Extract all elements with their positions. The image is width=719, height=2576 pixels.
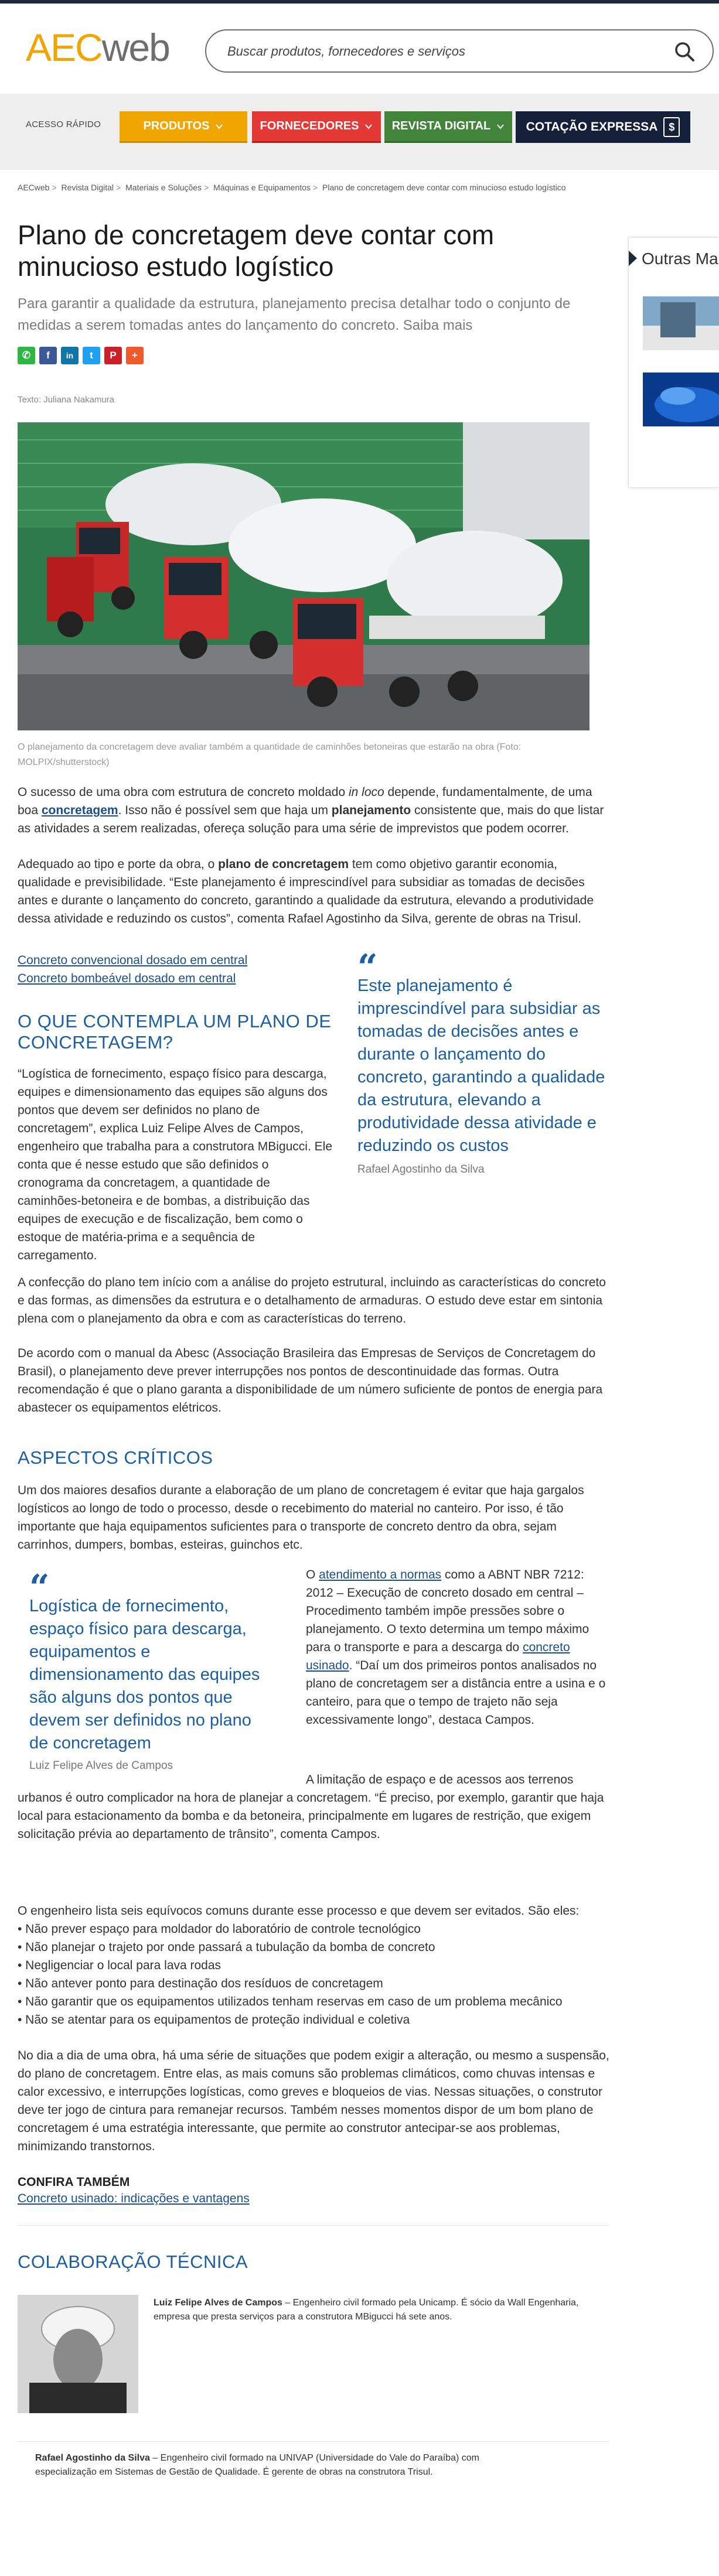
mistakes-list: [18, 1920, 609, 2029]
avatar: [18, 2295, 138, 2413]
confira-link[interactable]: Concreto usinado: indicações e vantagens: [18, 2192, 250, 2205]
pull-quote: [29, 1567, 264, 1772]
atendimento-normas-link[interactable]: atendimento a normas: [319, 1568, 442, 1581]
quote-icon: “: [29, 1567, 50, 1608]
text: . “Daí um dos primeiros pontos analisados no plano de concretagem ser a distância entre a usina e o canteiro, para que o tempo de trajeto não seja excessivamente longo”, destaca Campos.: [306, 1659, 606, 1727]
text-bold: plano de concretagem: [218, 857, 349, 871]
nav-fornecedores-button[interactable]: [252, 111, 381, 143]
text: O sucesso de uma obra com estrutura de concreto moldado: [18, 785, 349, 799]
list-item: • Não antever ponto para destinação dos resíduos de concretagem: [18, 1977, 383, 1990]
paragraph-confeccao: A confecção do plano tem início com a análise do projeto estrutural, incluindo as características do concreto e das formas, as dimensões da estrutura e o detalhamento de armaduras. O estudo deve estar em sintonia plena com o planejamento da obra e com as características do terreno.: [18, 1276, 606, 1325]
heading-plano: O QUE CONTEMPLA UM PLANO DE CONCRETAGEM?: [18, 1011, 332, 1053]
concretagem-link[interactable]: concretagem: [41, 804, 118, 817]
text-bold: planejamento: [331, 804, 411, 817]
collaborator-bio: [154, 2296, 605, 2324]
article-title: Plano de concretagem deve contar com minucioso estudo logístico: [18, 220, 495, 282]
related-link[interactable]: Concreto convencional dosado em central: [18, 954, 248, 967]
nav-revista-button[interactable]: [384, 111, 512, 143]
search-box: [205, 29, 714, 73]
heading-aspectos: ASPECTOS CRÍTICOS: [18, 1447, 213, 1468]
text: O: [306, 1568, 319, 1581]
chevron-down-icon: [364, 122, 373, 131]
share-buttons: [18, 347, 609, 364]
concreto-usinado-link[interactable]: concreto usinado: [306, 1641, 570, 1672]
nav-produtos-label: PRODUTOS: [143, 119, 210, 132]
list-item: • Não garantir que os equipamentos utilizados tenham reservas em caso de um problema mecânico: [18, 1995, 563, 2008]
quick-access-bar: [0, 94, 719, 170]
text: tem como objetivo garantir economia, qualidade e previsibilidade. “Este planejamento é imprescindível para subsidiar as tomadas de decisões antes e durante o lançamento do concreto, garantindo a qualidade da estrutura, elevando a produtividade dessa atividade e reduzindo os custos”, comenta Rafael Agostinho da Silva, gerente de obras na Trisul.: [18, 857, 594, 925]
collaborator-2: [35, 2451, 481, 2479]
article-author: Texto: Juliana Nakamura: [18, 395, 115, 405]
paragraph-intro: [18, 783, 609, 838]
breadcrumb-item[interactable]: Revista Digital: [61, 183, 114, 192]
linkedin-share-icon[interactable]: in: [61, 347, 79, 364]
heading-colaboracao: COLABORAÇÃO TÉCNICA: [18, 2252, 248, 2272]
quote-text: Logística de fornecimento, espaço físico para descarga, equipamentos e dimensionamento das equipes são alguns dos pontos que devem ser definidos no plano de concretagem: [29, 1597, 260, 1752]
breadcrumb-item[interactable]: Materiais e Soluções: [125, 183, 202, 192]
article: [18, 217, 609, 2479]
list-item: • Não planejar o trajeto por onde passará a tubulação da bomba de concreto: [18, 1940, 435, 1954]
breadcrumb-separator: >: [204, 183, 209, 192]
sidebar-thumbnail[interactable]: [643, 373, 719, 426]
text: consistente que, mais do que listar as atividades a serem realizadas, ofereça solução para uma série de imprevistos que podem ocorrer.: [18, 804, 604, 835]
article-lead: Para garantir a qualidade da estrutura, planejamento precisa detalhar todo o conjunto de medidas a serem tomadas antes do lançamento do concreto. Saiba mais: [18, 296, 571, 333]
paragraph-dia-a-dia: No dia a dia de uma obra, há uma série de situações que podem exigir a alteração, ou mesmo a suspensão, do plano de concretagem. Entre elas, as mais comuns são problemas climáticos, como chuvas intensas e calor excessivo, e interrupções logísticas, como greves e bloqueios de vias. Nessas situações, o construtor deve ter jogo de cintura para remanejar recursos. Também nesses momentos dispor de um bom plano de concretagem é uma estratégia interessante, que permite ao construtor antecipar-se aos problemas, minimizando transtornos.: [18, 2049, 609, 2153]
price-tag-icon: $: [663, 117, 680, 137]
site-logo[interactable]: [26, 27, 169, 68]
nav-cotacao-label: COTAÇÃO EXPRESSA: [526, 120, 658, 134]
sidebar-outras-materias: [628, 237, 719, 488]
logo-aec: AEC: [26, 26, 102, 69]
divider: [18, 2441, 609, 2442]
search-input[interactable]: [227, 41, 638, 62]
list-item: • Não se atentar para os equipamentos de proteção individual e coletiva: [18, 2013, 410, 2027]
pull-quote: [357, 947, 609, 1176]
text: . Isso não é possível sem que haja um: [118, 804, 332, 817]
quote-text: Este planejamento é imprescindível para subsidiar as tomadas de decisões antes e durante o lançamento do concreto, garantindo a qualidade da estrutura, elevando a produtividade dessa atividade e reduzindo os custos: [357, 976, 605, 1155]
breadcrumb-separator: >: [312, 183, 318, 192]
paragraph-adequado: [18, 855, 609, 928]
divider: [18, 2225, 609, 2226]
quote-author: Rafael Agostinho da Silva: [357, 1163, 485, 1176]
nav-fornecedores-label: FORNECEDORES: [260, 119, 359, 132]
chevron-down-icon: [215, 122, 223, 131]
paragraph-logistica: “Logística de fornecimento, espaço físico para descarga, equipes e dimensionamento das equipes são alguns dos pontos que devem ser definidos no plano de concretagem”, explica Luiz Felipe Alves de Campos, engenheiro que trabalha para a construtora MBigucci. Ele conta que é nesse estudo que são definidos o cronograma da concretagem, a quantidade de caminhões-betoneira e de bombas, a distribuição das equipes de execução e de fiscalização, bem como o estoque de matéria-prima e a sequência de carregamento.: [18, 1067, 332, 1262]
breadcrumb-item[interactable]: AECweb: [18, 183, 50, 192]
breadcrumb-separator: >: [52, 183, 57, 192]
collaborator-name: Rafael Agostinho da Silva: [35, 2453, 150, 2463]
quote-author: Luiz Felipe Alves de Campos: [29, 1760, 173, 1772]
chevron-down-icon: [496, 122, 505, 131]
collaborator-desc: – Engenheiro civil formado pela Unicamp. É sócio da Wall Engenharia, empresa que presta serviços para a construtora MBigucci há sete anos.: [154, 2298, 579, 2322]
image-caption: O planejamento da concretagem deve avaliar também a quantidade de caminhões betoneiras que estarão na obra (Foto: MOLPIX/shutterstock): [18, 742, 522, 767]
text: depende, fundamentalmente, de uma boa: [18, 785, 592, 817]
more-share-icon[interactable]: +: [126, 347, 144, 364]
text: como a ABNT NBR 7212: 2012 – Execução de concreto dosado em central – Procedimento também impõe pressões sobre o planejamento. O texto determina um tempo máximo para o transporte e para a descarga do: [306, 1568, 589, 1654]
collaborator-photo: [18, 2295, 138, 2413]
quote-icon: “: [357, 947, 378, 988]
hero-image: [18, 422, 589, 730]
breadcrumb-current: Plano de concretagem deve contar com minucioso estudo logístico: [322, 183, 566, 192]
thumbnail-image: [643, 296, 719, 350]
collaborator-1: [18, 2295, 609, 2430]
twitter-share-icon[interactable]: t: [83, 347, 100, 364]
logo-web: web: [101, 26, 169, 69]
text-italic: in loco: [348, 785, 384, 799]
collaborator-name: Luiz Felipe Alves de Campos: [154, 2298, 282, 2308]
paragraph-normas: [306, 1566, 609, 1729]
nav-revista-label: REVISTA DIGITAL: [391, 119, 491, 132]
paragraph-desafios: Um dos maiores desafios durante a elaboração de um plano de concretagem é evitar que haja gargalos logísticos ao longo de todo o processo, desde o recebimento do material no canteiro. Por isso, é tão importante que haja equipamentos suficientes para o transporte de concreto dentro da obra, sejam carrinhos, dumpers, bombas, esteiras, guinchos etc.: [18, 1484, 584, 1552]
sidebar-title: Outras Ma: [642, 250, 718, 268]
breadcrumb-separator: >: [116, 183, 121, 192]
section-normas: [18, 1566, 609, 1894]
collaborator-desc: – Engenheiro civil formado na UNIVAP (Universidade do Vale do Paraíba) com especialização em Sistemas de Gestão de Qualidade. É gerente de obras na construtora Trisul.: [35, 2453, 479, 2477]
nav-produtos-button[interactable]: [120, 111, 247, 143]
search-icon[interactable]: [673, 40, 696, 63]
site-header: [0, 4, 719, 91]
paragraph-limitacao: A limitação de espaço e de acessos aos terrenos urbanos é outro complicador na hora de planejar a concretagem. “É preciso, por exemplo, garantir que haja local para estacionamento da bomba e da betoneira, principalmente em lugares de restrição, que exigem solicitação prévia ao departamento de trânsito”, comenta Campos.: [18, 1773, 604, 1841]
sidebar-thumbnail[interactable]: [643, 296, 719, 350]
concrete-trucks-photo: [18, 422, 589, 730]
paragraph-equivocos: O engenheiro lista seis equívocos comuns durante esse processo e que devem ser evitados. São eles:: [18, 1904, 580, 1918]
facebook-share-icon[interactable]: f: [39, 347, 57, 364]
breadcrumb: [18, 183, 566, 192]
related-link[interactable]: Concreto bombeável dosado em central: [18, 972, 236, 985]
text: Adequado ao tipo e porte da obra, o: [18, 857, 219, 871]
confira-label: CONFIRA TAMBÉM: [18, 2175, 130, 2189]
list-item: • Negligenciar o local para lava rodas: [18, 1959, 222, 1972]
pinterest-share-icon[interactable]: P: [104, 347, 122, 364]
related-links: [18, 951, 332, 1265]
section-plano: [18, 947, 609, 1267]
whatsapp-share-icon[interactable]: ✆: [18, 347, 35, 364]
arrow-right-icon: [629, 251, 637, 266]
list-item: • Não prever espaço para moldador do laboratório de controle tecnológico: [18, 1922, 421, 1936]
nav-cotacao-button[interactable]: [516, 111, 690, 143]
paragraph-abesc: De acordo com o manual da Abesc (Associação Brasileira das Empresas de Serviços de Concretagem do Brasil), o planejamento deve prever interrupções nos pontos de descontinuidade das formas. Outra recomendação é que o plano garanta a disponibilidade de um número suficiente de pontos de energia para abastecer os equipamentos elétricos.: [18, 1347, 603, 1415]
quick-access-label: ACESSO RÁPIDO: [26, 119, 101, 129]
breadcrumb-item[interactable]: Máquinas e Equipamentos: [213, 183, 311, 192]
thumbnail-image: [643, 373, 719, 426]
